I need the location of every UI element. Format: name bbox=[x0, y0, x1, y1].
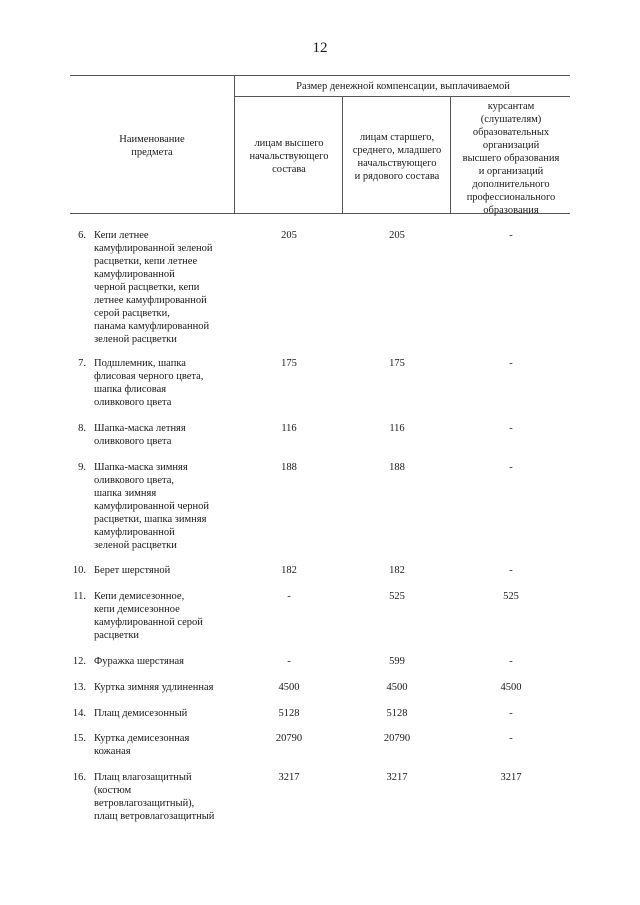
row-number: 14. bbox=[72, 708, 86, 719]
value-cadets: 4500 bbox=[500, 682, 522, 693]
row-number: 12. bbox=[72, 656, 86, 667]
item-name: Куртка зимняя удлиненная bbox=[94, 682, 214, 693]
header-divider-3 bbox=[450, 96, 451, 213]
value-cadets: 525 bbox=[503, 591, 519, 602]
row-number: 9. bbox=[78, 462, 86, 473]
value-senior-command: 182 bbox=[281, 565, 297, 576]
item-name: Плащ влагозащитный (костюм ветровлагозащитный), плащ ветровлагозащитный bbox=[94, 772, 215, 822]
value-senior-command: 116 bbox=[281, 423, 297, 434]
value-senior-command: 188 bbox=[281, 462, 297, 473]
header-col3: курсантам (слушателям) образовательных организаций высшего образования и организаций дополнительного профессионального образования bbox=[462, 101, 560, 216]
group-header-divider bbox=[234, 96, 570, 97]
value-officers-ranks: 20790 bbox=[383, 733, 411, 744]
item-name: Кепи демисезонное, кепи демисезонное камуфлированной серой расцветки bbox=[94, 591, 203, 641]
value-cadets: - bbox=[509, 423, 513, 434]
value-officers-ranks: 5128 bbox=[386, 708, 408, 719]
value-senior-command: 175 bbox=[281, 358, 297, 369]
value-officers-ranks: 3217 bbox=[386, 772, 408, 783]
row-number: 13. bbox=[72, 682, 86, 693]
value-officers-ranks: 4500 bbox=[386, 682, 408, 693]
row-number: 7. bbox=[78, 358, 86, 369]
item-name: Кепи летнее камуфлированной зеленой расцветки, кепи летнее камуфлированной черной расцветки, кепи летнее камуфлированной серой расцветки, панама камуфлированной зеленой расцветки bbox=[94, 230, 213, 345]
row-number: 6. bbox=[78, 230, 86, 241]
page-number: 12 bbox=[312, 40, 328, 56]
item-name: Плащ демисезонный bbox=[94, 708, 188, 719]
item-name: Шапка-маска летняя оливкового цвета bbox=[94, 423, 186, 447]
item-name: Берет шерстяной bbox=[94, 565, 171, 576]
value-cadets: - bbox=[509, 462, 513, 473]
table-top-border bbox=[70, 75, 570, 76]
value-cadets: - bbox=[509, 230, 513, 241]
item-name: Подшлемник, шапка флисовая черного цвета, шапка флисовая оливкового цвета bbox=[94, 358, 204, 408]
value-officers-ranks: 188 bbox=[389, 462, 405, 473]
row-number: 15. bbox=[72, 733, 86, 744]
row-number: 11. bbox=[73, 591, 86, 602]
value-officers-ranks: 175 bbox=[389, 358, 405, 369]
value-cadets: - bbox=[509, 358, 513, 369]
value-cadets: - bbox=[509, 656, 513, 667]
value-officers-ranks: 205 bbox=[389, 230, 405, 241]
row-number: 16. bbox=[72, 772, 86, 783]
item-name: Шапка-маска зимняя оливкового цвета, шапка зимняя камуфлированной черной расцветки, шапка зимняя камуфлированной зеленой расцветки bbox=[94, 462, 210, 551]
header-col1: лицам высшего начальствующего состава bbox=[249, 138, 329, 175]
row-number: 10. bbox=[72, 565, 86, 576]
row-number: 8. bbox=[78, 423, 86, 434]
value-officers-ranks: 116 bbox=[389, 423, 405, 434]
value-senior-command: 4500 bbox=[278, 682, 300, 693]
value-senior-command: 5128 bbox=[278, 708, 300, 719]
value-cadets: - bbox=[509, 733, 513, 744]
item-name: Куртка демисезонная кожаная bbox=[94, 733, 190, 757]
value-senior-command: 3217 bbox=[278, 772, 300, 783]
value-senior-command: 205 bbox=[281, 230, 297, 241]
value-officers-ranks: 599 bbox=[389, 656, 405, 667]
header-name-column: Наименование предмета bbox=[119, 134, 185, 158]
header-divider-1 bbox=[234, 75, 235, 213]
value-cadets: - bbox=[509, 708, 513, 719]
value-officers-ranks: 525 bbox=[389, 591, 405, 602]
value-cadets: - bbox=[509, 565, 513, 576]
header-group-title: Размер денежной компенсации, выплачиваемой bbox=[296, 81, 510, 92]
item-name: Фуражка шерстяная bbox=[94, 656, 184, 667]
header-divider-2 bbox=[342, 96, 343, 213]
header-col2: лицам старшего, среднего, младшего начальствующего и рядового состава bbox=[352, 132, 442, 182]
value-senior-command: - bbox=[287, 591, 291, 602]
value-officers-ranks: 182 bbox=[389, 565, 405, 576]
value-senior-command: 20790 bbox=[275, 733, 303, 744]
value-cadets: 3217 bbox=[500, 772, 522, 783]
value-senior-command: - bbox=[287, 656, 291, 667]
